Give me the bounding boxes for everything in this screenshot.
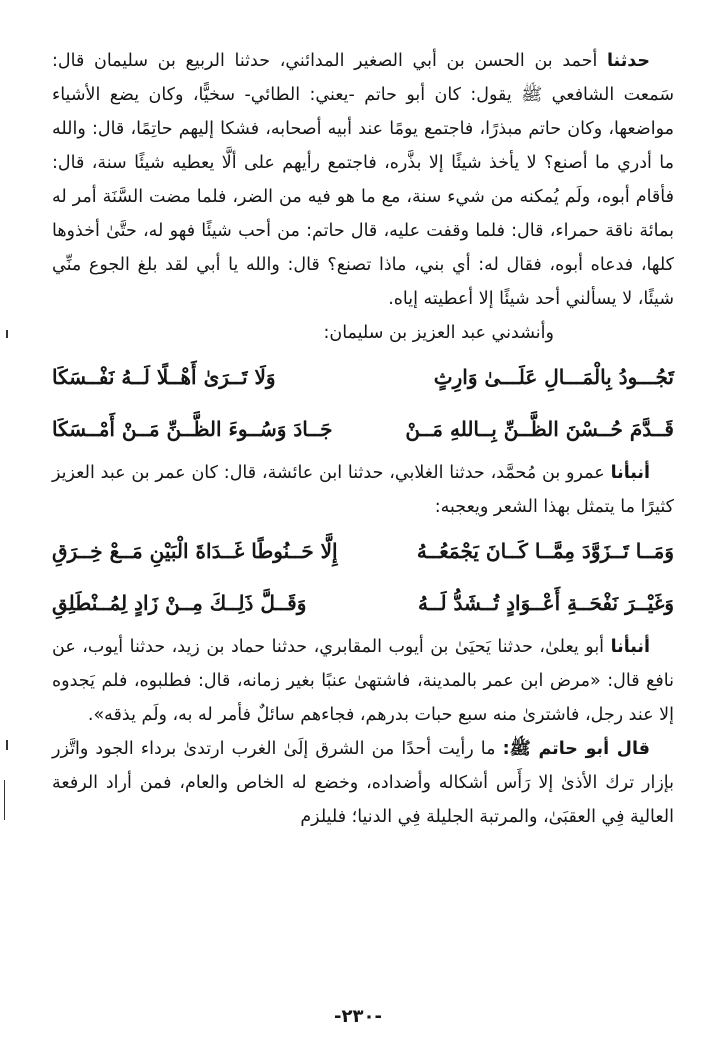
page-number: -٢٣٠- bbox=[334, 1006, 382, 1027]
paragraph-4-lead: قال أبو حاتم ﷺ: bbox=[502, 739, 650, 759]
poem-2-verse-1 bbox=[52, 526, 674, 576]
poem-1-verse-1 bbox=[52, 352, 674, 402]
paragraph-1-text: أحمد بن الحسن بن أبي الصغير المدائني، حدثنا الربيع بن سليمان قال: سَمعت الشافعي ﷺ يقول: كان أبو حاتم -يعني: الطائي- سخيًّا، وكان يضع الأشياء مواضعها، وكان حاتم مبذرًا، فاجتمع يومًا عند أبيه أصحابه، فشكا إليهم حاتِمًا، قال: والله ما أدري ما أصنع؟ لا يأخذ شيئًا إلا بذَّره، فاجتمع رأيهم على ألَّا يعطيه شيئًا سنة، قال: فأقام أبوه، ولَم يُمكنه من شيء سنة، مع ما هو فيه من الضر، فلما مضت السَّنَة أمر له بمائة ناقة حمراء، قال: فلما وقفت عليه، قال حاتم: من أحب شيئًا فهو له، حتَّىٰ أخذوها كلها، فدعاه أبوه، فقال له: أي بني، ماذا تصنع؟ قال: والله يا أبي لقد بلغ الجوع منِّي شيئًا، لا يسألني أحد شيئًا إلا أعطيته إياه. bbox=[52, 51, 674, 309]
poem-2-verse-1-right: وَمَــا تَــزَوَّدَ مِمَّــا كَــانَ يَجْمَعُــهُ bbox=[416, 539, 674, 563]
poem-2-verse-1-left: إِلَّا حَــنُوطًا غَــدَاةَ الْبَيْنِ مَــعْ خِــرَقِ bbox=[52, 539, 338, 563]
paragraph-1 bbox=[52, 44, 674, 316]
poem-1-verse-1-right: تَجُـــودُ بِالْمَـــالِ عَلَـــىٰ وَارِثٍ bbox=[433, 365, 674, 389]
paragraph-2-lead: أنبأنا bbox=[610, 463, 650, 483]
margin-tick-1 bbox=[6, 330, 8, 338]
paragraph-2 bbox=[52, 456, 674, 524]
poem-2-verse-2 bbox=[52, 578, 674, 628]
poem-1-intro: وأنشدني عبد العزيز بن سليمان: bbox=[323, 323, 554, 343]
poem-1-verse-2-left: جَــادَ وَسُــوءَ الظَّــنِّ مَــنْ أَمْــسَكَا bbox=[52, 417, 333, 441]
poem-1-verse-1-left: وَلَا تَــرَىٰ أَهْــلًا لَــهُ نَفْــسَكَا bbox=[52, 365, 276, 389]
poem-2-verse-2-right: وَغَيْــرَ نَفْحَــةِ أَعْــوَادٍ تُــشَدُّ لَــهُ bbox=[418, 591, 674, 615]
margin-rule bbox=[4, 780, 5, 820]
poem-2-verse-2-left: وَقَــلَّ ذَلِــكَ مِــنْ زَادٍ لِمُــنْطَلِقِ bbox=[52, 591, 307, 615]
poem-1 bbox=[52, 352, 674, 454]
paragraph-3-lead: أنبأنا bbox=[610, 637, 650, 657]
paragraph-3-text: أبو يعلىٰ، حدثنا يَحيَىٰ بن أيوب المقابري، حدثنا حماد بن زيد، حدثنا أيوب، عن نافع قال: «مرض ابن عمر بالمدينة، فاشتهىٰ عنبًا بغير زمانه، قال: فطلبوه، فلم يَجدوه إلا عند رجل، فاشترىٰ منه سبع حبات بدرهم، فجاءهم سائلٌ فأمر له به، ولَم يذقه». bbox=[52, 637, 674, 725]
paragraph-3 bbox=[52, 630, 674, 732]
paragraph-4-text: ما رأيت أحدًا من الشرق إلَىٰ الغرب ارتدىٰ برداء الجود واتَّزر بإزار ترك الأذىٰ إلا رَأَس أشكاله وأضداده، وخضع له الخاص والعام، فمن أراد الرفعة العالية فِي العقبَىٰ، والمرتبة الجليلة فِي الدنيا؛ فليلزم bbox=[52, 739, 674, 827]
poem-1-verse-2-right: قَــدَّمَ حُــسْنَ الظَّــنِّ بِــاللهِ مَــنْ bbox=[405, 417, 674, 441]
paragraph-1-lead: حدثنا bbox=[606, 51, 650, 71]
poem-2 bbox=[52, 526, 674, 628]
page-body bbox=[52, 44, 674, 834]
paragraph-2-text: عمرو بن مُحمَّد، حدثنا الغلابي، حدثنا ابن عائشة، قال: كان عمر بن عبد العزيز كثيرًا ما يتمثل بهذا الشعر ويعجبه: bbox=[52, 463, 674, 517]
margin-tick-2 bbox=[6, 740, 8, 750]
paragraph-4 bbox=[52, 732, 674, 834]
poem-1-verse-2 bbox=[52, 404, 674, 454]
